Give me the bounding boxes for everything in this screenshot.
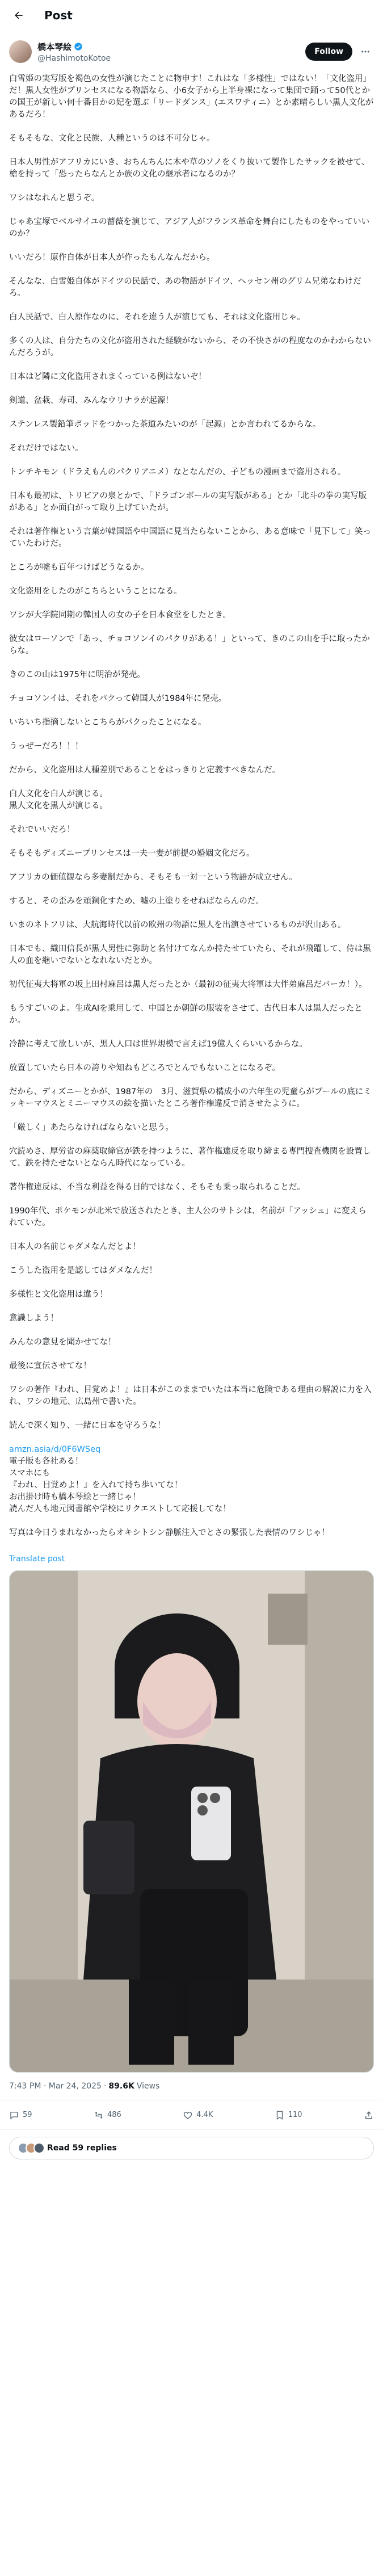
post-paragraph: 初代征夷大将軍の坂上田村麻呂は黒人だったとか（最初の征夷大将軍は大伴弟麻呂だバーカ！）。 — [9, 980, 367, 989]
post-paragraph: 白人文化を白人が演じる。 黒人文化を黒人が演じる。 — [9, 789, 108, 810]
post-paragraph: 読んで深く知り、一緒に日本を守ろうな！ — [9, 1421, 166, 1430]
post-paragraph: もうすごいのよ。生成AIを乗用して、中国とか朝鮮の服装をさせて、古代日本人は黒人だったとか。 — [9, 1004, 363, 1025]
bookmark-count: 110 — [288, 2111, 302, 2119]
top-bar — [0, 0, 383, 30]
post-paragraph: 文化盗用をしたのがこちらということになる。 — [9, 587, 182, 596]
photo-image — [10, 1571, 374, 2073]
post-paragraph: 1990年代、ポケモンが北米で放送されたとき、主人公のサトシは、名前が「アッシュ」に変えられていた。 — [9, 1207, 367, 1228]
post-paragraph: 白雪姫の実写版を褐色の女性が演じたことに物申す！これはな「多様性」ではない！「文化盗用」だ！黒人女性がプリンセスになる物語なら、小6女子から上半身裸になって集団で踊って50代とかの国王が新しい何十番目かの妃を選ぶ「リードダンス」(エスワティニ）とか素晴らしい黒人文化があるだろ！ — [9, 74, 374, 119]
post-paragraph: だから、文化盗用は人種差別であることをはっきりと定義すべきなんだ。 — [9, 766, 281, 775]
post-paragraph: 最後に宣伝させてな！ — [9, 1361, 91, 1371]
post-paragraph: トンチキモン（ドラえもんのパクリアニメ）なとなんだの、子どもの漫画まで盗用される。 — [9, 468, 346, 477]
post-paragraph: 日本でも、織田信長が黒人男性に弥助と名付けてなんか持たせていたら、それが飛躍して、侍は黒人の血を継いでないとなれないだとか。 — [9, 944, 371, 965]
reply-count: 59 — [23, 2111, 32, 2119]
post-paragraph: きのこの山は1975年に明治が発売。 — [9, 670, 145, 679]
arrow-left-icon — [13, 10, 24, 21]
post-paragraph: だから、ディズニーとかが、1987年の 3月、滋賀県の構成小の六年生の児童らがプールの底にミッキーマウスとミニーマウスの絵を描いたところ著作権違反で消させたように。 — [9, 1087, 372, 1108]
share-button[interactable] — [364, 2110, 374, 2120]
book-link[interactable]: amzn.asia/d/0F6WSeq — [9, 1445, 101, 1454]
post-paragraph: ワシの著作『われ、目覚めよ！』は日本がこのままでいたは本当に危険である理由の解説に力を入れ、ワシの地元、広島州で書いた。 — [9, 1385, 372, 1406]
translate-post-link[interactable]: Translate post — [9, 1554, 65, 1564]
post-paragraph: 多くの人は、自分たちの文化が盗用された経験がないから、その不快さがの程度なのかわからないんだろうが。 — [9, 337, 371, 358]
post-paragraph: そもそもディズニープリンセスは一夫一妻が前提の婚姻文化だろ。 — [9, 849, 255, 858]
post-closing-line: 『われ、目覚めよ！』を入れて持ち歩いてな！ — [9, 1481, 183, 1490]
post-closing-line: お出掛け時も橋本琴絵と一緒じゃ！ — [9, 1493, 141, 1502]
share-icon — [364, 2110, 374, 2120]
post-paragraph: 日本も最初は、トリビアの泉とかで、「ドラゴンボールの実写版がある」とか「北斗の拳の実写版がある」とか面白がって取り上げていたが。 — [9, 491, 367, 512]
bookmark-button[interactable] — [275, 2110, 302, 2120]
post-paragraph: 冷静に考えて欲しいが、黒人人口は世界規模で言えば19億人くらいいるからな。 — [9, 1040, 308, 1049]
repost-count: 486 — [107, 2111, 121, 2119]
post-paragraph: 日本人の名前じゃダメなんだとよ！ — [9, 1242, 141, 1251]
author-display-name: 橋本琴絵 — [37, 41, 72, 52]
repost-button[interactable] — [94, 2110, 121, 2120]
post-paragraph: チョコソンイは、それをパクって韓国人が1984年に発売。 — [9, 694, 227, 703]
post-paragraph: 日本はど隣に文化盗用されまくっている例はないぞ！ — [9, 372, 207, 381]
views-count: 89.6K — [108, 2082, 134, 2091]
post-paragraph: 剣道、盆栽、寿司、みんなウリナラが起源！ — [9, 396, 174, 405]
author-row — [0, 30, 383, 66]
post-paragraph: ところが嘘も百年つけばどうなるか。 — [9, 563, 149, 572]
post-paragraph: じゃあ宝塚でベルサイユの薔薇を演じて、アジア人がフランス革命を舞台にしたものをやっていいのか？ — [9, 217, 370, 238]
post-paragraph: それは著作権という言葉が韓国語や中国語に見当たらないことから、ある意味で「見下して」笑っていたわけだ。 — [9, 527, 371, 548]
post-paragraph: 放置していたら日本の誇りや知ねもどころでとんでもないことになるぞ。 — [9, 1064, 281, 1073]
read-replies-label: Read 59 replies — [47, 2144, 117, 2153]
post-paragraph: こうした盗用を是認してはダメなんだ！ — [9, 1266, 157, 1275]
post-paragraph: ワシが大学院同期の韓国人の女の子を日本食堂をしたとき。 — [9, 611, 231, 620]
post-text — [0, 66, 383, 1539]
post-paragraph: みんなの意見を聞かせてな！ — [9, 1338, 116, 1347]
action-bar — [0, 2100, 383, 2130]
post-paragraph: いいだろ！原作自体が日本人が作ったもんなんだから。 — [9, 253, 215, 262]
views-label: Views — [136, 2082, 160, 2091]
post-paragraph: 意識しよう！ — [9, 1314, 58, 1323]
post-meta: 7:43 PM · Mar 24, 2025 · 89.6K Views — [0, 2073, 383, 2100]
page-title: Post — [44, 8, 73, 22]
back-button[interactable] — [9, 6, 28, 25]
reply-icon — [9, 2110, 19, 2120]
post-paragraph: すると、その歪みを頑鋼化すため、嘘の上塗りをせねばならんのだ。 — [9, 897, 264, 906]
post-paragraph: いまのネトフリは、大航海時代以前の欧州の物語に黒人を出演させているものが沢山ある。 — [9, 921, 346, 930]
post-paragraph: そもそもな、文化と民族、人種というのは不可分じゃ。 — [9, 134, 215, 143]
post-paragraph: 著作権違反は、不当な利益を得る目的ではなく、そもそも乗っ取られることだ。 — [9, 1183, 305, 1192]
more-dots-icon — [360, 47, 371, 57]
verified-badge-icon — [74, 42, 83, 51]
post-photo[interactable] — [9, 1570, 374, 2073]
like-button[interactable] — [183, 2110, 213, 2120]
read-replies-button[interactable] — [9, 2137, 374, 2159]
post-paragraph: 日本人男性がアフリカにいき、おちんちんに木や草のソノをくり抜いて製作したサックを被せて、槍を持って「恐ったらなんとか族の文化の継承者になるのか？ — [9, 158, 370, 179]
post-paragraph: 白人民話で、白人原作なのに、それを違う人が演じても、それは文化盗用じゃ。 — [9, 313, 305, 322]
post-timestamp[interactable]: 7:43 PM · Mar 24, 2025 — [9, 2082, 102, 2091]
post-paragraph: それだけではない。 — [9, 444, 83, 453]
post-paragraph: うっぜーだろ！！！ — [9, 742, 83, 751]
post-closing-line: 読んだ人も地元図書館や学校にリクエストして応援してな！ — [9, 1505, 231, 1514]
repost-icon — [94, 2110, 104, 2120]
post-paragraph: そんなな、白雪姫自体がドイツの民話で、あの物語がドイツ、ヘッセン州のグリム兄弟なわけだろ。 — [9, 277, 361, 298]
like-count: 4.4K — [196, 2111, 213, 2119]
post-paragraph: いちいち指摘しないとこちらがパクったことになる。 — [9, 718, 207, 727]
reply-avatars — [18, 2142, 41, 2154]
heart-icon — [183, 2110, 193, 2120]
author-name[interactable] — [37, 41, 111, 53]
post-closing-line: 電子版も各社ある！ — [9, 1457, 83, 1466]
post-paragraph: 彼女はローソンで「あっ、チョコソンイのパクリがある！」といって、きのこの山を手に取ったからな。 — [9, 634, 370, 655]
more-options-button[interactable] — [357, 43, 374, 60]
avatar[interactable] — [9, 40, 32, 63]
post-paragraph-final: 写真は今日うまれなかったらオキシトシン静脈注入でとさの緊張した表情のワシじゃ！ — [9, 1528, 330, 1537]
post-paragraph: ステンレス製鉛筆ポッドをつかった茶道みたいのが「起源」とか言われてるからな。 — [9, 420, 321, 429]
post-closing-line: スマホにも — [9, 1469, 50, 1478]
bookmark-icon — [275, 2110, 285, 2120]
follow-button[interactable]: Follow — [305, 43, 352, 61]
author-handle[interactable]: @HashimotoKotoe — [37, 53, 111, 63]
reply-button[interactable] — [9, 2110, 32, 2120]
post-paragraph: ワシはなれんと思うぞ。 — [9, 194, 100, 203]
post-paragraph: 「厳しく」あたらなければならないと思う。 — [9, 1123, 174, 1132]
post-paragraph: アフリカの価値観なら多妻制だから、そもそも一対一という物語が成立せん。 — [9, 873, 297, 882]
post-paragraph: 多様性と文化盗用は違う！ — [9, 1290, 108, 1299]
post-paragraph: 穴読めさ、厚労省の麻薬取締官が鉄を持つように、著作権違反を取り締まる専門捜査機関を設置して、鉄を持たせないとならん時代になっている。 — [9, 1147, 371, 1168]
post-paragraph: それでいいだろ！ — [9, 825, 75, 834]
